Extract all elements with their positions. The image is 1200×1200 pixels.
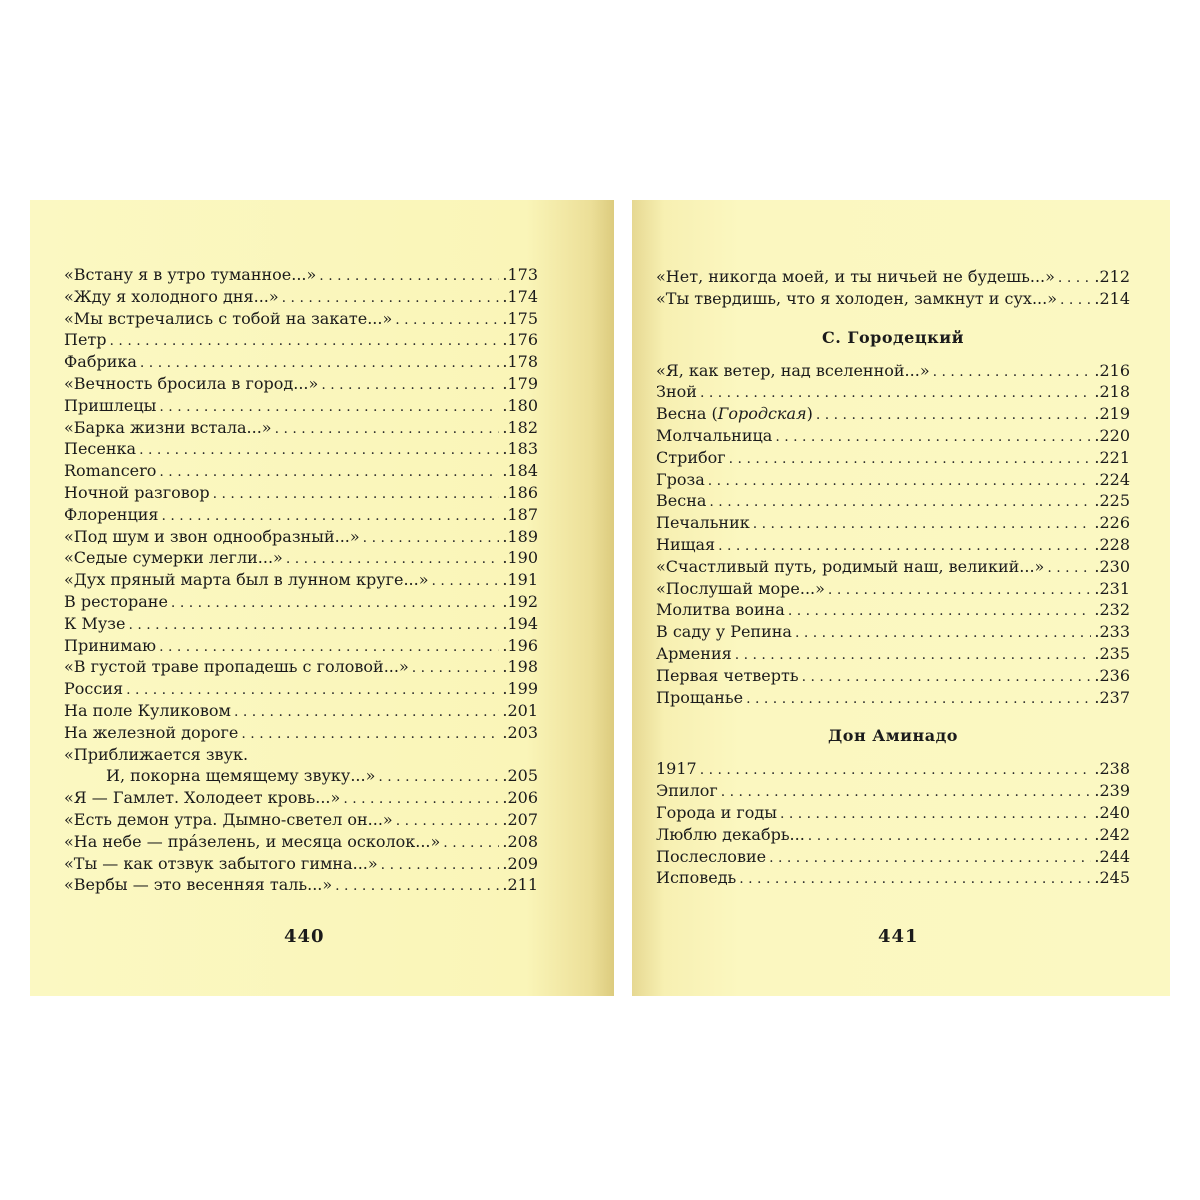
entry-title: «Я — Гамлет. Холодеет кровь...» [64, 788, 341, 808]
entry-page: .230 [1094, 556, 1130, 576]
dot-leader [286, 549, 500, 571]
dot-leader [378, 767, 499, 789]
dot-leader [241, 724, 499, 746]
toc-entry [64, 286, 538, 308]
entry-page: .178 [502, 352, 538, 372]
entry-title: «Счастливый путь, родимый наш, великий...» [656, 556, 1045, 576]
toc-entry [64, 329, 538, 351]
dot-leader [363, 528, 500, 550]
dot-leader [282, 288, 500, 310]
entry-page: .224 [1094, 469, 1130, 489]
entry-title: Romancero [64, 461, 157, 481]
entry-page: .184 [502, 461, 538, 481]
entry-page: .218 [1094, 382, 1130, 402]
dot-leader [140, 353, 499, 375]
entry-title: «Встану я в утро туманное...» [64, 265, 317, 284]
toc-entry [64, 308, 538, 330]
dot-leader [126, 680, 499, 702]
entry-title: Россия [64, 679, 124, 699]
entry-page: .232 [1094, 600, 1130, 620]
dot-leader [802, 667, 1092, 689]
entry-title: И, покорна щемящему звуку...» [106, 766, 376, 786]
dot-leader [343, 789, 499, 811]
entry-title: Города и годы [656, 802, 777, 822]
entry-page: .239 [1094, 781, 1130, 801]
dot-leader [162, 506, 500, 528]
dot-leader [319, 266, 499, 288]
entry-page: .192 [502, 591, 538, 611]
entry-page: .175 [502, 308, 538, 328]
toc-list-right [656, 266, 1130, 889]
entry-page: .240 [1094, 802, 1130, 822]
entry-page: .237 [1094, 687, 1130, 707]
dot-leader [396, 811, 500, 833]
entry-title: Принимаю [64, 635, 157, 655]
dot-leader [746, 689, 1091, 711]
entry-title: Ночной разговор [64, 482, 210, 502]
left-page [30, 200, 614, 996]
entry-title-italic: Городская [717, 404, 807, 424]
toc-entry [64, 504, 538, 526]
entry-page: .208 [502, 831, 538, 851]
dot-leader [395, 310, 499, 332]
entry-page: .212 [1094, 267, 1130, 286]
toc-entry [656, 447, 1130, 469]
entry-title: К Музе [64, 613, 126, 633]
toc-entry [64, 351, 538, 373]
toc-entry [64, 264, 538, 286]
entry-title-end: ) [806, 404, 813, 424]
toc-entry [656, 490, 1130, 512]
dot-leader [718, 536, 1091, 558]
dot-leader [1047, 558, 1091, 580]
entry-title: «Вечность бросила в город...» [64, 373, 319, 393]
entry-title: «Ты — как отзвук забытого гимна...» [64, 853, 378, 873]
entry-title: «Седые сумерки легли...» [64, 548, 283, 568]
toc-entry [64, 482, 538, 504]
entry-title: «Жду я холодного дня...» [64, 286, 279, 306]
entry-page: .244 [1094, 846, 1130, 866]
entry-page: .209 [502, 853, 538, 873]
entry-page: .190 [502, 548, 538, 568]
entry-title: Исповедь [656, 868, 737, 888]
dot-leader [1058, 268, 1091, 290]
toc-entry [64, 853, 538, 875]
entry-title: Эпилог [656, 781, 718, 801]
page-number: 441 [878, 926, 919, 947]
entry-page: .219 [1094, 404, 1130, 424]
toc-entry [656, 780, 1130, 802]
toc-entry [656, 824, 1130, 846]
dot-leader [753, 514, 1092, 536]
toc-entry [656, 469, 1130, 491]
entry-page: .183 [502, 439, 538, 459]
entry-title: На поле Куликовом [64, 700, 231, 720]
dot-leader [700, 760, 1092, 782]
entry-title: «Послушай море...» [656, 578, 825, 598]
toc-entry [64, 438, 538, 460]
toc-entry [656, 643, 1130, 665]
toc-entry [656, 534, 1130, 556]
dot-leader [110, 331, 500, 353]
entry-page: .233 [1094, 622, 1130, 642]
entry-page: .225 [1094, 491, 1130, 511]
dot-leader [729, 449, 1092, 471]
entry-title [656, 403, 813, 425]
dot-leader [788, 601, 1092, 623]
entry-title: «Под шум и звон однообразный...» [64, 526, 360, 546]
entry-title: «В густой траве пропадешь с головой...» [64, 657, 409, 677]
entry-title: «Есть демон утра. Дымно-светел он...» [64, 809, 393, 829]
entry-page: .194 [502, 613, 538, 633]
dot-leader [708, 471, 1092, 493]
entry-title: Стрибог [656, 447, 726, 467]
entry-page: .220 [1094, 425, 1130, 445]
toc-entry [656, 599, 1130, 621]
entry-title: Молчальница [656, 425, 773, 445]
toc-entry [64, 591, 538, 613]
entry-page: .206 [502, 788, 538, 808]
dot-leader [443, 833, 499, 855]
section-heading-gorodetsky: С. Городецкий [822, 327, 964, 347]
toc-entry [656, 802, 1130, 824]
entry-page: .205 [502, 766, 538, 786]
toc-entry [656, 665, 1130, 687]
toc-entry [64, 700, 538, 722]
toc-list-left [64, 264, 538, 896]
toc-entry [64, 809, 538, 831]
entry-page: .214 [1094, 288, 1130, 308]
section-heading-don-aminado: Дон Аминадо [828, 726, 958, 746]
entry-page: .191 [502, 570, 538, 590]
dot-leader [381, 855, 500, 877]
toc-entry [656, 578, 1130, 600]
toc-entry [64, 678, 538, 700]
dot-leader [1060, 290, 1091, 312]
entry-title: Пришлецы [64, 395, 157, 415]
toc-entry [64, 547, 538, 569]
dot-leader [335, 876, 499, 898]
toc-entry [656, 381, 1130, 403]
dot-leader [775, 427, 1091, 449]
dot-leader [321, 375, 499, 397]
toc-entry [656, 403, 1130, 425]
dot-leader [808, 826, 1092, 848]
entry-page: .176 [502, 330, 538, 350]
dot-leader [816, 405, 1092, 427]
dot-leader [432, 571, 500, 593]
entry-title: Послесловие [656, 846, 767, 866]
entry-page: .189 [502, 526, 538, 546]
entry-page: .226 [1094, 513, 1130, 533]
toc-entry [64, 613, 538, 635]
entry-title: «На небе — прáзелень, и месяца осколок...» [64, 831, 441, 851]
entry-page: .179 [502, 373, 538, 393]
dot-leader [735, 645, 1092, 667]
entry-page: .180 [502, 395, 538, 415]
dot-leader [933, 362, 1092, 384]
entry-title: На железной дороге [64, 722, 239, 742]
toc-entry [64, 744, 538, 766]
entry-title: Нищая [656, 534, 716, 554]
entry-title: Печальник [656, 513, 750, 533]
dot-leader [159, 637, 499, 659]
toc-entry [64, 417, 538, 439]
entry-page: .238 [1094, 759, 1130, 779]
dot-leader [213, 484, 500, 506]
dot-leader [828, 580, 1091, 602]
entry-title: «Приближается звук. [64, 744, 249, 764]
toc-entry [656, 556, 1130, 578]
dot-leader [721, 782, 1092, 804]
entry-title: Весна [656, 491, 707, 511]
toc-entry [64, 569, 538, 591]
dot-leader [412, 658, 500, 680]
dot-leader [275, 419, 500, 441]
entry-title: Песенка [64, 439, 137, 459]
dot-leader [128, 615, 499, 637]
toc-entry [656, 512, 1130, 534]
entry-page: .196 [502, 635, 538, 655]
entry-title: Зной [656, 382, 697, 402]
entry-title: «Вербы — это весенняя таль...» [64, 875, 333, 895]
dot-leader [795, 623, 1091, 645]
entry-title: В ресторане [64, 591, 168, 611]
entry-title-start: Весна ( [656, 404, 718, 424]
entry-page: .235 [1094, 643, 1130, 663]
toc-entry [64, 874, 538, 896]
entry-title: 1917 [656, 759, 697, 779]
entry-title: Флоренция [64, 504, 159, 524]
entry-page: .173 [502, 265, 538, 284]
entry-title: Армения [656, 643, 732, 663]
entry-page: .199 [502, 679, 538, 699]
entry-title: Люблю декабрь... [656, 824, 805, 844]
entry-title: «Мы встречались с тобой на закате...» [64, 308, 393, 328]
toc-entry [64, 526, 538, 548]
entry-page: .186 [502, 482, 538, 502]
entry-title: Фабрика [64, 352, 137, 372]
toc-entry [64, 722, 538, 744]
toc-entry [64, 765, 538, 787]
dot-leader [700, 383, 1091, 405]
toc-entry [656, 758, 1130, 780]
dot-leader [739, 869, 1091, 891]
dot-leader [234, 702, 499, 724]
book-gutter [614, 200, 632, 996]
entry-page: .228 [1094, 534, 1130, 554]
toc-entry [656, 266, 1130, 288]
entry-title: «Барка жизни встала...» [64, 417, 272, 437]
toc-entry [64, 831, 538, 853]
toc-entry [656, 867, 1130, 889]
toc-entry [64, 460, 538, 482]
toc-entry [656, 621, 1130, 643]
entry-title: Гроза [656, 469, 705, 489]
dot-leader [159, 462, 499, 484]
toc-entry [656, 288, 1130, 310]
entry-title: Молитва воина [656, 600, 785, 620]
toc-entry [64, 395, 538, 417]
right-page [632, 200, 1170, 996]
toc-entry [656, 846, 1130, 868]
entry-page: .231 [1094, 578, 1130, 598]
dot-leader [769, 848, 1091, 870]
dot-leader [709, 492, 1091, 514]
entry-title: «Нет, никогда моей, и ты ничьей не будешь...» [656, 267, 1055, 286]
page-number: 440 [284, 926, 325, 947]
entry-title: В саду у Репина [656, 622, 792, 642]
entry-title: Прощанье [656, 687, 744, 707]
entry-title: Первая четверть [656, 665, 799, 685]
dot-leader [171, 593, 499, 615]
entry-title: «Я, как ветер, над вселенной...» [656, 360, 930, 380]
dot-leader [159, 397, 499, 419]
toc-entry [64, 787, 538, 809]
entry-title: Петр [64, 330, 107, 350]
dot-leader [780, 804, 1091, 826]
entry-page: .211 [502, 875, 538, 895]
dot-leader [139, 440, 499, 462]
toc-entry [656, 360, 1130, 382]
entry-page: .236 [1094, 665, 1130, 685]
entry-page: .201 [502, 700, 538, 720]
entry-title: «Дух пряный марта был в лунном круге...» [64, 570, 429, 590]
toc-entry [656, 687, 1130, 709]
entry-page: .182 [502, 417, 538, 437]
entry-page: .216 [1094, 360, 1130, 380]
toc-entry [64, 635, 538, 657]
entry-page: .207 [502, 809, 538, 829]
entry-page: .245 [1094, 868, 1130, 888]
toc-entry [64, 656, 538, 678]
entry-page: .174 [502, 286, 538, 306]
entry-page: .203 [502, 722, 538, 742]
entry-page: .221 [1094, 447, 1130, 467]
toc-entry [656, 425, 1130, 447]
entry-page: .198 [502, 657, 538, 677]
entry-page: .187 [502, 504, 538, 524]
entry-page: .242 [1094, 824, 1130, 844]
entry-title: «Ты твердишь, что я холоден, замкнут и сух...» [656, 288, 1057, 308]
toc-entry [64, 373, 538, 395]
